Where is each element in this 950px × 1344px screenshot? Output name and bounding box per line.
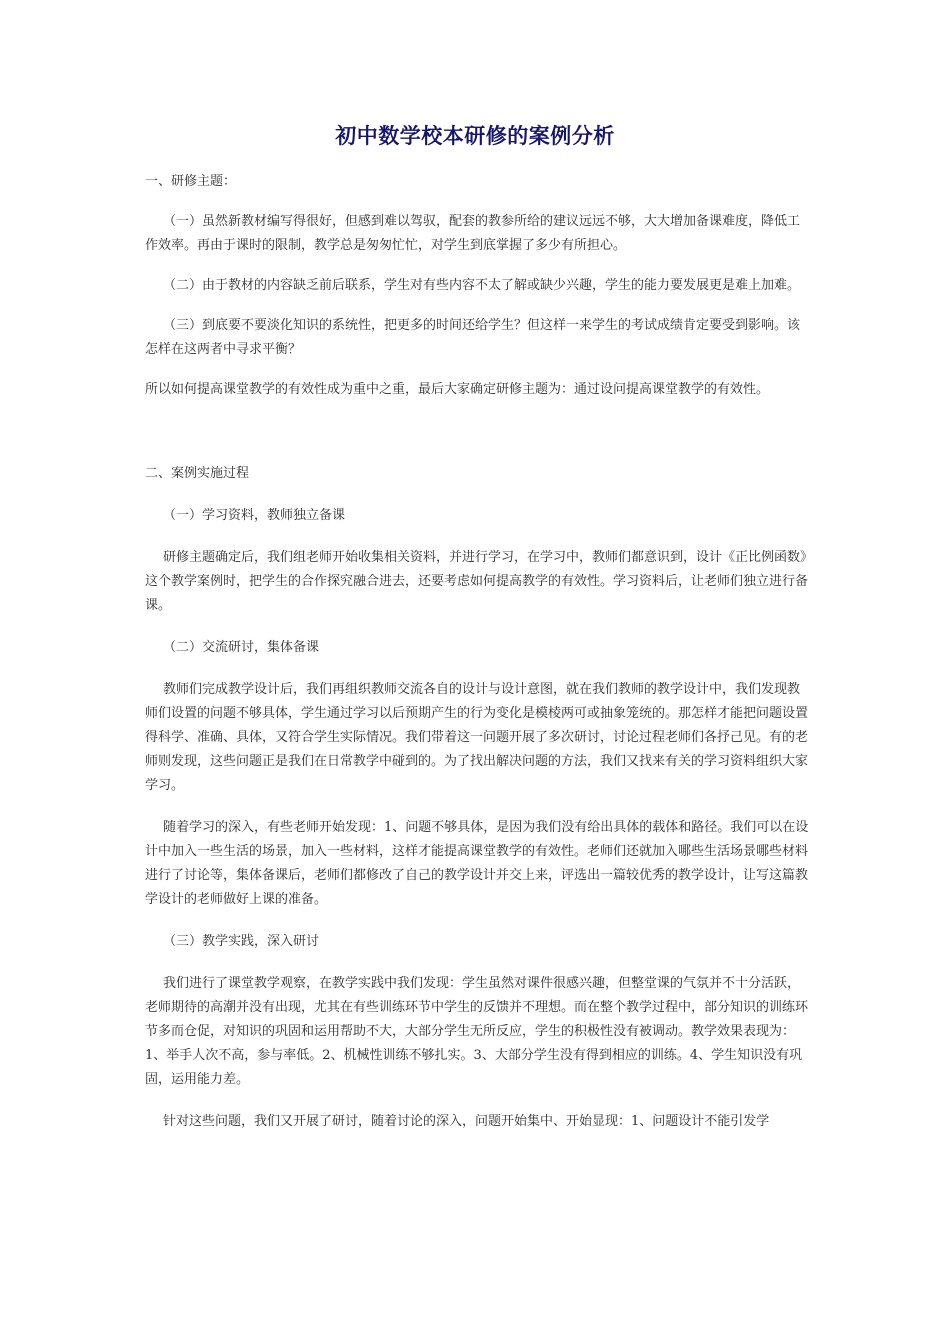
subsection-heading-discussion: （二）交流研讨，集体备课 [163, 640, 320, 655]
document-title: 初中数学校本研修的案例分析 [335, 124, 615, 148]
topic-conclusion-paragraph: 所以如何提高课堂教学的有效性成为重中之重，最后大家确定研修主题为：通过设问提高课堂教学的有效性。 [145, 382, 770, 397]
subsection-heading-study: （一）学习资料，教师独立备课 [163, 508, 346, 523]
study-paragraph: 研修主题确定后，我们组老师开始收集相关资料，并进行学习，在学习中，教师们都意识到，设计《正比例函数》这个教学案例时，把学生的合作探究融合进去，还要考虑如何提高教学的有效性。学习资料后，让老师们独立进行备课。 [145, 550, 809, 613]
topic-paragraph-1: （一）虽然新教材编写得很好，但感到难以驾驭，配套的教参所给的建议远远不够，大大增加备课难度，降低工作效率。再由于课时的限制，教学总是匆匆忙忙，对学生到底掌握了多少有所担心。 [145, 214, 801, 253]
subsection-heading-practice: （三）教学实践，深入研讨 [163, 934, 320, 949]
discussion-paragraph-1: 教师们完成教学设计后，我们再组织教师交流各自的设计与设计意图，就在我们教师的教学设计中，我们发现教师们设置的问题不够具体，学生通过学习以后预期产生的行为变化是模棱两可或抽象笼统的。那怎样才能把问题设置得科学、准确、具体，又符合学生实际情况。我们带着这一问题开展了多次研讨，讨论过程老师们各抒己见。有的老师则发现，这些问题正是我们在日常教学中碰到的。为了找出解决问题的方法，我们又找来有关的学习资料组织大家学习。 [145, 682, 809, 793]
practice-paragraph-1: 我们进行了课堂教学观察，在教学实践中我们发现：学生虽然对课件很感兴趣，但整堂课的气氛并不十分活跃，老师期待的高潮并没有出现，尤其在有些训练环节中学生的反馈并不理想。而在整个教学过程中，部分知识的训练环节多而仓促，对知识的巩固和运用帮助不大，大部分学生无所反应，学生的积极性没有被调动。教学效果表现为：1、举手人次不高，参与率低。2、机械性训练不够扎实。3、大部分学生没有得到相应的训练。4、学生知识没有巩固，运用能力差。 [145, 976, 809, 1087]
topic-paragraph-3: （三）到底要不要淡化知识的系统性，把更多的时间还给学生？但这样一来学生的考试成绩肯定要受到影响。该怎样在这两者中寻求平衡？ [145, 318, 801, 357]
document-body [145, 170, 810, 1134]
discussion-paragraph-2: 随着学习的深入，有些老师开始发现：1、问题不够具体，是因为我们没有给出具体的载体和路径。我们可以在设计中加入一些生活的场景，加入一些材料，这样才能提高课堂教学的有效性。老师们还就加入哪些生活场景哪些材料进行了讨论等，集体备课后，老师们都修改了自己的教学设计并交上来，评选出一篇较优秀的教学设计，让写这篇教学设计的老师做好上课的准备。 [145, 820, 809, 907]
practice-paragraph-2: 针对这些问题，我们又开展了研讨，随着讨论的深入，问题开始集中、开始显现：1、问题设计不能引发学 [163, 1114, 770, 1129]
topic-paragraph-2: （二）由于教材的内容缺乏前后联系，学生对有些内容不太了解或缺少兴趣，学生的能力要发展更是难上加难。 [163, 278, 801, 293]
section-heading-process: 二、案例实施过程 [145, 466, 250, 481]
section-heading-topic: 一、研修主题： [145, 174, 237, 189]
